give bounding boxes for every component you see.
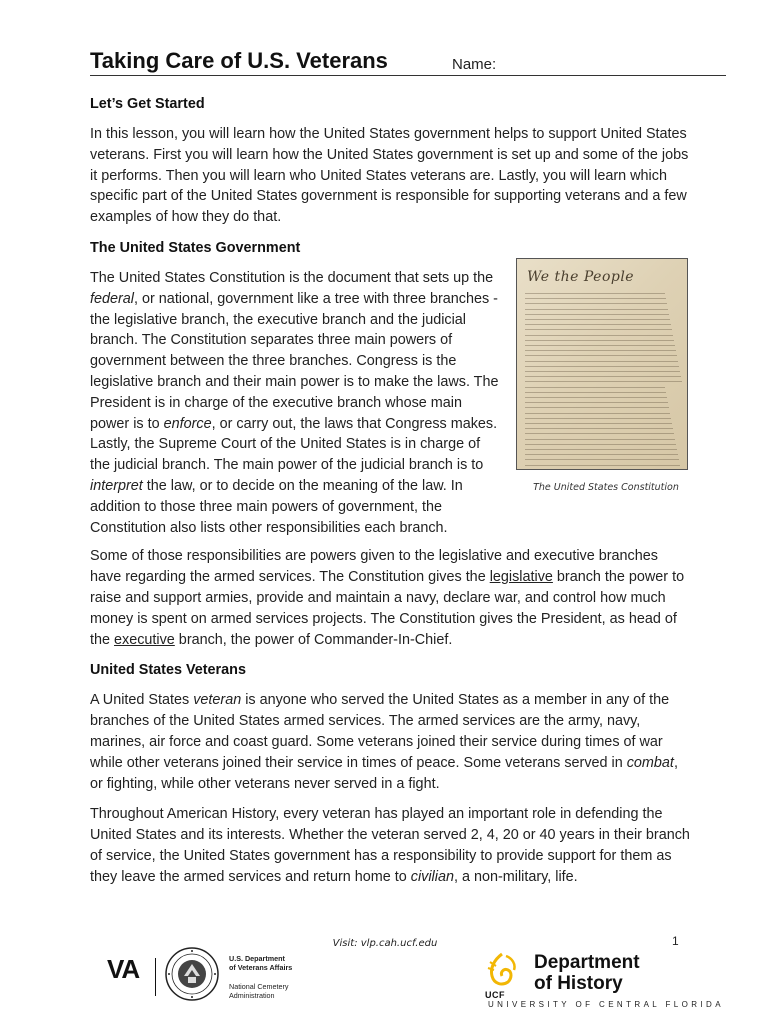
- document-text-line: [525, 454, 678, 455]
- document-text-line: [525, 402, 668, 403]
- constitution-caption: The United States Constitution: [533, 481, 679, 493]
- text-run: , or carry out, the laws that Congress makes. Lastly, the Supreme Court of the United States is in charge of the judicial branch. The main power of the judicial branch is to: [90, 415, 498, 474]
- document-text-line: [525, 449, 677, 450]
- page-header: [90, 46, 726, 76]
- document-text-line: [525, 465, 680, 466]
- intro-paragraph: In this lesson, you will learn how the United States government helps to support United States veterans. First you will learn how the United States government is set up and some of the jobs it performs. Then you will learn who United States veterans are. Lastly, you will learn which specific part of the United States government is responsible for supporting veterans and a few examples of how they do that.: [90, 126, 689, 226]
- document-text-line: [525, 345, 675, 346]
- page-title: Taking Care of U.S. Veterans: [90, 48, 388, 73]
- va-line-1: U.S. Department: [229, 954, 285, 963]
- name-label: Name:: [452, 56, 497, 73]
- page-number: 1: [672, 934, 679, 948]
- document-text-line: [525, 387, 665, 388]
- text-run: , a non-military, life.: [453, 868, 578, 885]
- document-text-line: [525, 444, 676, 445]
- document-text-line: [525, 324, 671, 325]
- document-text-line: [525, 298, 666, 299]
- term-federal: federal: [90, 290, 135, 307]
- document-text-line: [525, 303, 667, 304]
- document-text-line: [525, 361, 678, 362]
- document-text-line: [525, 366, 679, 367]
- constitution-figure: [516, 258, 696, 499]
- text-run: A United States: [90, 692, 194, 709]
- veterans-heading: United States Veterans: [90, 662, 246, 679]
- document-text-line: [525, 392, 666, 393]
- text-run: The United States Constitution is the document that sets up the: [90, 269, 494, 286]
- term-civilian: civilian: [410, 868, 454, 885]
- document-text-line: [525, 309, 668, 310]
- intro-heading: Let’s Get Started: [90, 96, 205, 112]
- document-text-line: [525, 314, 669, 315]
- document-text-line: [525, 397, 667, 398]
- text-run: Throughout American History, every veteran has played an important role in defending the United States and its interests. Whether the veteran served 2, 4, 20 or 40 years in their branch of service, the United States government has a responsibility to provide support for them as they leave the armed services and return home to: [90, 806, 690, 885]
- document-text-line: [525, 413, 670, 414]
- term-enforce: enforce: [163, 415, 212, 432]
- document-body: [90, 94, 690, 898]
- ucf-label: UCF: [485, 990, 505, 1000]
- text-run: is anyone who served the United States as a member in any of the branches of the United States armed services. The armed services are the army, navy, marines, air force and coast guard. Some veterans joined their service during times of war while other veterans joined their service in times of peace. Some veterans served in: [90, 692, 670, 771]
- text-run: , or fighting, while other veterans never served in a fight.: [90, 754, 678, 792]
- document-text-line: [525, 329, 672, 330]
- term-executive: executive: [114, 631, 175, 648]
- document-text-line: [525, 340, 674, 341]
- term-veteran: veteran: [193, 692, 242, 709]
- va-seal-icon: [164, 946, 220, 1002]
- ucf-full-name: UNIVERSITY OF CENTRAL FLORIDA: [488, 1000, 724, 1009]
- term-combat: combat: [626, 754, 674, 771]
- text-run: the law, or to decide on the meaning of the law. In addition to those three main powers of government, the Constitution also lists other responsibilities each branch.: [90, 477, 463, 536]
- va-department-text: [229, 954, 292, 1000]
- document-text-line: [525, 376, 681, 377]
- document-text-line: [525, 428, 673, 429]
- document-text-line: [525, 459, 679, 460]
- document-text-line: [525, 381, 682, 382]
- va-divider: [155, 958, 156, 996]
- term-interpret: interpret: [90, 477, 143, 494]
- document-text-line: [525, 433, 674, 434]
- text-run: Some of those responsibilities are powers given to the legislative and executive branches have regarding the armed services. The Constitution gives the: [90, 548, 658, 586]
- text-run: , or national, government like a tree with three branches - the legislative branch, the executive branch and the judicial branch. The Constitution separates three main powers of government between the three branches. Congress is the legislative branch and their main power is to make the laws. The President is in charge of the executive branch whose main power is to: [90, 290, 499, 432]
- dept-line-2: of History: [534, 973, 623, 994]
- constitution-script-heading: We the People: [527, 268, 635, 285]
- government-heading: The United States Government: [90, 239, 301, 256]
- document-text-line: [525, 335, 673, 336]
- document-text-line: [525, 319, 670, 320]
- va-logo: VA: [107, 954, 140, 984]
- document-text-line: [525, 407, 669, 408]
- term-legislative: legislative: [489, 569, 553, 586]
- text-run: branch, the power of Commander-In-Chief.: [174, 631, 453, 648]
- veterans-paragraph-1: [90, 690, 690, 794]
- document-text-line: [525, 439, 675, 440]
- constitution-image: [516, 258, 688, 470]
- document-text-line: [525, 355, 677, 356]
- va-line-3: National Cemetery: [229, 982, 289, 991]
- dept-line-1: Department: [534, 952, 640, 973]
- visit-link-text: Visit: vlp.cah.ucf.edu: [332, 938, 438, 949]
- document-text-line: [525, 293, 665, 294]
- document-text-line: [525, 371, 680, 372]
- text-run: branch the power to raise and support armies, provide and maintain a navy, declare war, and control how much money is spent on armed services projects. The Constitution gives the President, as head of the: [90, 569, 685, 648]
- document-text-line: [525, 418, 671, 419]
- document-text-line: [525, 423, 672, 424]
- government-paragraph-2: [90, 546, 690, 650]
- footer-logos: [0, 950, 770, 1024]
- va-line-2: of Veterans Affairs: [229, 963, 293, 972]
- va-line-4: Administration: [229, 991, 275, 1000]
- veterans-paragraph-2: [90, 804, 690, 887]
- department-of-history-logo: [534, 952, 640, 994]
- document-text-line: [525, 350, 676, 351]
